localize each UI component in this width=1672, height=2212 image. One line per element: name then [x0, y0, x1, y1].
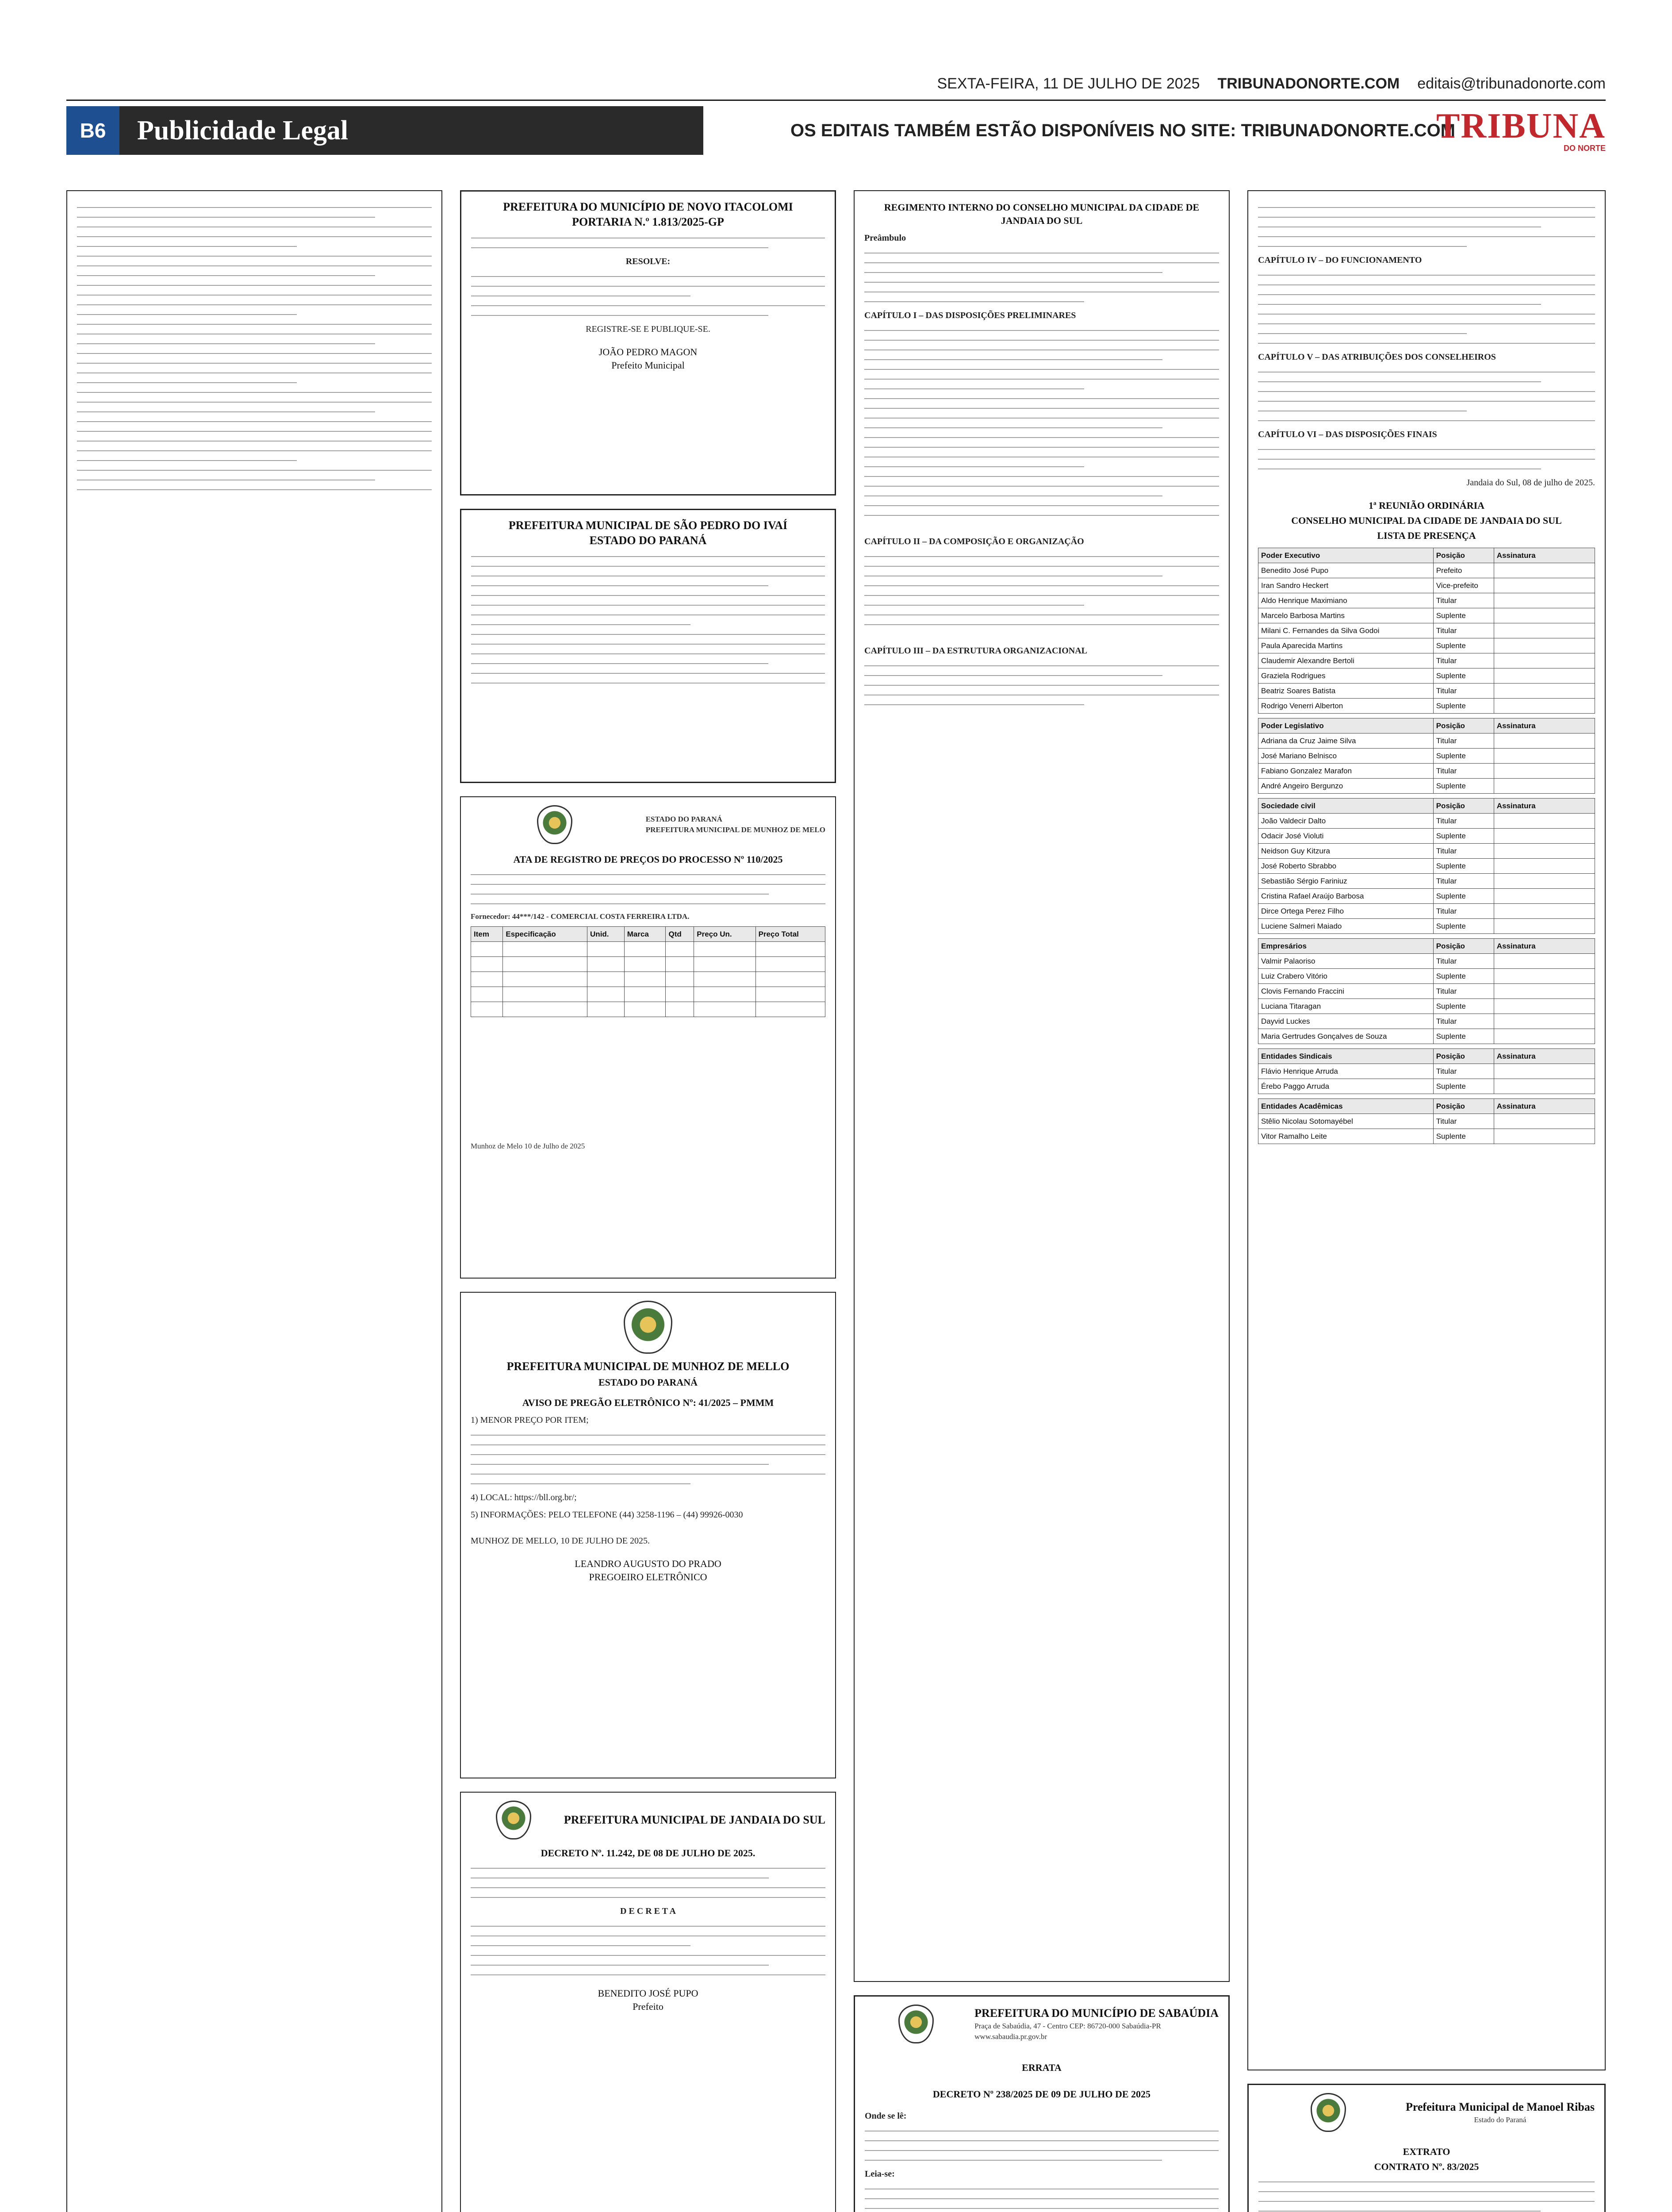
table-row — [471, 942, 825, 957]
munhoz-ata-supplier: Fornecedor: 44***/142 - COMERCIAL COSTA FERREIRA LTDA. — [471, 912, 690, 921]
member-signature — [1494, 593, 1595, 608]
member-name: Cristina Rafael Araújo Barbosa — [1258, 889, 1434, 904]
member-signature — [1494, 733, 1595, 749]
presence-group-name: Empresários — [1258, 939, 1434, 954]
member-position: Titular — [1433, 593, 1494, 608]
table-row — [1258, 764, 1595, 779]
member-position: Titular — [1433, 1014, 1494, 1029]
member-signature — [1494, 1014, 1595, 1029]
sao-pedro-state: ESTADO DO PARANÁ — [589, 534, 707, 547]
munhoz-ata-title: PREFEITURA MUNICIPAL DE MUNHOZ DE MELO — [645, 826, 825, 834]
table-row — [1258, 733, 1595, 749]
table-row — [1258, 814, 1595, 829]
member-name: Paula Aparecida Martins — [1258, 638, 1434, 653]
regimento-cap5: CAPÍTULO V – DAS ATRIBUIÇÕES DOS CONSELHEIROS — [1258, 352, 1496, 362]
member-name: Érebo Paggo Arruda — [1258, 1079, 1434, 1094]
member-position: Suplente — [1433, 829, 1494, 844]
table-row — [1258, 608, 1595, 623]
member-signature — [1494, 904, 1595, 919]
errata-site: www.sabaudia.pr.gov.br — [974, 2032, 1047, 2041]
member-name: Graziela Rodrigues — [1258, 668, 1434, 684]
table-row — [1258, 668, 1595, 684]
munhoz-aviso-date: MUNHOZ DE MELLO, 10 DE JULHO DE 2025. — [471, 1536, 650, 1546]
logo-tagline: DO NORTE — [1563, 143, 1606, 153]
table-row — [1258, 889, 1595, 904]
col-qty: Qtd — [666, 927, 694, 942]
table-row — [471, 957, 825, 972]
member-name: José Roberto Sbrabbo — [1258, 859, 1434, 874]
presence-col-sign: Assinatura — [1494, 1099, 1595, 1114]
member-signature — [1494, 859, 1595, 874]
jandaia-decreta: D E C R E T A — [620, 1906, 676, 1916]
col-unit-price: Preço Un. — [694, 927, 755, 942]
presence-table — [1258, 1048, 1595, 1094]
member-name: Clovis Fernando Fraccini — [1258, 984, 1434, 999]
site-link[interactable]: TRIBUNADONORTE.COM — [1217, 75, 1400, 92]
jandaia-decree-number: DECRETO Nº. 11.242, DE 08 DE JULHO DE 2025. — [541, 1847, 755, 1859]
member-position: Titular — [1433, 874, 1494, 889]
member-position: Titular — [1433, 954, 1494, 969]
col-spec: Especificação — [503, 927, 587, 942]
presence-group-name: Poder Executivo — [1258, 548, 1434, 563]
member-signature — [1494, 668, 1595, 684]
munhoz-aviso-heading: AVISO DE PREGÃO ELETRÔNICO Nº: 41/2025 – PMMM — [522, 1397, 774, 1408]
member-signature — [1494, 954, 1595, 969]
member-signature — [1494, 653, 1595, 668]
table-row — [471, 972, 825, 987]
member-position: Prefeito — [1433, 563, 1494, 578]
presence-group-name: Poder Legislativo — [1258, 718, 1434, 733]
regimento-date: Jandaia do Sul, 08 de julho de 2025. — [1466, 478, 1595, 488]
member-name: Luciana Titaragan — [1258, 999, 1434, 1014]
presence-col-position: Posição — [1433, 1049, 1494, 1064]
top-rule — [66, 100, 1606, 101]
presence-table — [1258, 798, 1595, 934]
member-signature — [1494, 814, 1595, 829]
presence-col-sign: Assinatura — [1494, 718, 1595, 733]
member-name: José Mariano Belnisco — [1258, 749, 1434, 764]
munhoz-aviso — [460, 1292, 836, 1778]
member-position: Titular — [1433, 904, 1494, 919]
member-position: Suplente — [1433, 779, 1494, 794]
munhoz-aviso-crest-icon — [624, 1301, 672, 1354]
member-signature — [1494, 1114, 1595, 1129]
sao-pedro-aditivo — [460, 509, 836, 783]
logo-wordmark: TRIBUNA — [1436, 106, 1606, 146]
member-name: Flávio Henrique Arruda — [1258, 1064, 1434, 1079]
column-1-legal-text — [66, 190, 442, 2212]
member-signature — [1494, 874, 1595, 889]
munhoz-aviso-title: PREFEITURA MUNICIPAL DE MUNHOZ DE MELLO — [506, 1360, 790, 1373]
itacolomi-role: Prefeito Municipal — [611, 360, 685, 371]
presence-table — [1258, 718, 1595, 794]
manoel-extrato-heading: EXTRATO — [1403, 2146, 1450, 2157]
munhoz-ata-state: ESTADO DO PARANÁ — [645, 815, 722, 823]
col-total: Preço Total — [755, 927, 825, 942]
presence-list — [1258, 548, 1595, 1144]
regimento-interno — [854, 190, 1230, 1982]
page-header-bar — [66, 106, 1606, 155]
presence-table — [1258, 938, 1595, 1044]
section-title: Publicidade Legal — [119, 106, 703, 155]
member-name: Fabiano Gonzalez Marafon — [1258, 764, 1434, 779]
member-name: Dayvid Luckes — [1258, 1014, 1434, 1029]
presence-col-position: Posição — [1433, 939, 1494, 954]
table-row — [1258, 563, 1595, 578]
itacolomi-resolve: RESOLVE: — [625, 257, 671, 266]
member-signature — [1494, 969, 1595, 984]
member-signature — [1494, 999, 1595, 1014]
member-position: Suplente — [1433, 889, 1494, 904]
table-row — [1258, 578, 1595, 593]
itacolomi-portaria-number: PORTARIA N.º 1.813/2025-GP — [572, 215, 724, 228]
table-row — [1258, 984, 1595, 999]
member-signature — [1494, 1029, 1595, 1044]
member-name: Neidson Guy Kitzura — [1258, 844, 1434, 859]
member-position: Vice-prefeito — [1433, 578, 1494, 593]
table-row — [1258, 749, 1595, 764]
member-name: Aldo Henrique Maximiano — [1258, 593, 1434, 608]
presence-col-position: Posição — [1433, 718, 1494, 733]
jandaia-title: PREFEITURA MUNICIPAL DE JANDAIA DO SUL — [564, 1813, 825, 1826]
member-signature — [1494, 563, 1595, 578]
table-row — [1258, 623, 1595, 638]
presence-col-sign: Assinatura — [1494, 939, 1595, 954]
table-row — [1258, 1029, 1595, 1044]
table-row — [1258, 844, 1595, 859]
col-brand: Marca — [624, 927, 666, 942]
table-row — [1258, 874, 1595, 889]
member-signature — [1494, 779, 1595, 794]
table-row — [1258, 1079, 1595, 1094]
member-signature — [1494, 829, 1595, 844]
member-name: Iran Sandro Heckert — [1258, 578, 1434, 593]
member-signature — [1494, 749, 1595, 764]
col-unit: Unid. — [587, 927, 625, 942]
member-signature — [1494, 684, 1595, 699]
member-position: Titular — [1433, 653, 1494, 668]
member-position: Titular — [1433, 684, 1494, 699]
errata-decree: DECRETO Nº 238/2025 DE 09 DE JULHO DE 2025 — [932, 2089, 1151, 2100]
table-row — [1258, 919, 1595, 934]
page-number: B6 — [66, 106, 119, 155]
munhoz-aviso-signer: LEANDRO AUGUSTO DO PRADO — [575, 1558, 721, 1569]
errata-title: PREFEITURA DO MUNICÍPIO DE SABAÚDIA — [974, 2007, 1219, 2020]
presence-col-sign: Assinatura — [1494, 1049, 1595, 1064]
member-name: Adriana da Cruz Jaime Silva — [1258, 733, 1434, 749]
presence-col-sign: Assinatura — [1494, 799, 1595, 814]
member-name: Vitor Ramalho Leite — [1258, 1129, 1434, 1144]
member-position: Suplente — [1433, 999, 1494, 1014]
table-row — [1258, 829, 1595, 844]
munhoz-aviso-item-4: 4) LOCAL: https://bll.org.br/; — [471, 1493, 577, 1502]
table-row — [1258, 969, 1595, 984]
presence-table — [1258, 1098, 1595, 1144]
member-name: Maria Gertrudes Gonçalves de Souza — [1258, 1029, 1434, 1044]
table-row — [1258, 638, 1595, 653]
member-position: Titular — [1433, 1064, 1494, 1079]
jandaia-role: Prefeito — [633, 2001, 663, 2012]
table-row — [1258, 904, 1595, 919]
member-position: Suplente — [1433, 1129, 1494, 1144]
email-link[interactable]: editais@tribunadonorte.com — [1417, 75, 1606, 92]
member-position: Titular — [1433, 984, 1494, 999]
manoel-contrato-number: CONTRATO Nº. 83/2025 — [1374, 2161, 1479, 2172]
manoel-title: Prefeitura Municipal de Manoel Ribas — [1405, 2101, 1595, 2113]
member-name: Stêlio Nicolau Sotomayébel — [1258, 1114, 1434, 1129]
regimento-cap3: CAPÍTULO III – DA ESTRUTURA ORGANIZACIONAL — [864, 646, 1087, 656]
table-row — [471, 987, 825, 1002]
regimento-cap6: CAPÍTULO VI – DAS DISPOSIÇÕES FINAIS — [1258, 430, 1437, 439]
presence-col-position: Posição — [1433, 548, 1494, 563]
member-signature — [1494, 608, 1595, 623]
table-row — [1258, 779, 1595, 794]
presence-group-name: Sociedade civil — [1258, 799, 1434, 814]
member-signature — [1494, 1129, 1595, 1144]
issue-date: SEXTA-FEIRA, 11 DE JULHO DE 2025 — [937, 75, 1200, 92]
presence-group-name: Entidades Acadêmicas — [1258, 1099, 1434, 1114]
masthead-topline — [66, 73, 1606, 94]
member-signature — [1494, 699, 1595, 714]
member-signature — [1494, 764, 1595, 779]
member-position: Suplente — [1433, 749, 1494, 764]
regimento-cap1: CAPÍTULO I – DAS DISPOSIÇÕES PRELIMINARES — [864, 311, 1076, 320]
member-position: Suplente — [1433, 969, 1494, 984]
itacolomi-signer: JOÃO PEDRO MAGON — [598, 346, 698, 357]
manoel-state: Estado do Paraná — [1474, 2116, 1526, 2124]
munhoz-crest-icon — [537, 805, 572, 844]
member-name: Sebastião Sérgio Fariniuz — [1258, 874, 1434, 889]
munhoz-ata — [460, 796, 836, 1279]
member-name: Claudemir Alexandre Bertoli — [1258, 653, 1434, 668]
member-name: Rodrigo Venerri Alberton — [1258, 699, 1434, 714]
munhoz-aviso-item-1: 1) MENOR PREÇO POR ITEM; — [471, 1415, 589, 1425]
col-item: Item — [471, 927, 503, 942]
jandaia-decreto — [460, 1792, 836, 2212]
member-position: Titular — [1433, 623, 1494, 638]
errata-crest-icon — [898, 2005, 934, 2043]
member-name: Valmir Palaoriso — [1258, 954, 1434, 969]
newspaper-logo — [1436, 106, 1606, 155]
jandaia-signer: BENEDITO JOSÉ PUPO — [598, 1988, 698, 1999]
member-position: Suplente — [1433, 638, 1494, 653]
member-position: Suplente — [1433, 668, 1494, 684]
sabaudia-errata — [854, 1995, 1230, 2212]
table-row — [1258, 653, 1595, 668]
reuniao-title: 1ª REUNIÃO ORDINÁRIA — [1368, 500, 1485, 511]
munhoz-ata-table — [471, 926, 825, 1017]
itacolomi-close: REGISTRE-SE E PUBLIQUE-SE. — [586, 324, 710, 334]
errata-address: Praça de Sabaúdia, 47 - Centro CEP: 86720-000 Sabaúdia-PR — [974, 2022, 1161, 2030]
member-position: Titular — [1433, 764, 1494, 779]
presence-table — [1258, 548, 1595, 714]
member-name: Dirce Ortega Perez Filho — [1258, 904, 1434, 919]
member-signature — [1494, 1079, 1595, 1094]
table-row — [1258, 999, 1595, 1014]
member-position: Suplente — [1433, 699, 1494, 714]
regimento-cap2: CAPÍTULO II – DA COMPOSIÇÃO E ORGANIZAÇÃO — [864, 537, 1084, 546]
member-signature — [1494, 844, 1595, 859]
munhoz-aviso-item-5: 5) INFORMAÇÕES: PELO TELEFONE (44) 3258-1196 – (44) 99926-0030 — [471, 1510, 743, 1520]
table-row — [1258, 1114, 1595, 1129]
presence-col-position: Posição — [1433, 799, 1494, 814]
itacolomi-title: PREFEITURA DO MUNICÍPIO DE NOVO ITACOLOMI — [503, 200, 793, 213]
presence-col-sign: Assinatura — [1494, 548, 1595, 563]
member-position: Titular — [1433, 844, 1494, 859]
member-position: Suplente — [1433, 859, 1494, 874]
manoel-crest-icon — [1311, 2093, 1346, 2132]
table-row — [1258, 1129, 1595, 1144]
reuniao-subtitle: CONSELHO MUNICIPAL DA CIDADE DE JANDAIA DO SUL — [1291, 515, 1562, 526]
regimento-title: REGIMENTO INTERNO DO CONSELHO MUNICIPAL DA CIDADE DE JANDAIA DO SUL — [884, 202, 1200, 226]
sao-pedro-title: PREFEITURA MUNICIPAL DE SÃO PEDRO DO IVAÍ — [508, 519, 788, 532]
member-name: Milani C. Fernandes da Silva Godoi — [1258, 623, 1434, 638]
munhoz-aviso-state: ESTADO DO PARANÁ — [598, 1377, 698, 1388]
regimento-preambulo: Preâmbulo — [864, 233, 906, 243]
errata-heading: ERRATA — [1022, 2062, 1062, 2073]
itacolomi-portaria — [460, 190, 836, 495]
member-position: Suplente — [1433, 919, 1494, 934]
errata-onde: Onde se lê: — [865, 2111, 907, 2121]
member-name: Luiz Crabero Vitório — [1258, 969, 1434, 984]
dense-text-placeholder — [77, 205, 432, 492]
member-signature — [1494, 623, 1595, 638]
table-row — [471, 1002, 825, 1017]
member-name: Beatriz Soares Batista — [1258, 684, 1434, 699]
reuniao-lista: LISTA DE PRESENÇA — [1377, 530, 1476, 541]
member-name: André Angeiro Bergunzo — [1258, 779, 1434, 794]
member-signature — [1494, 578, 1595, 593]
member-name: Marcelo Barbosa Martins — [1258, 608, 1434, 623]
member-name: Benedito José Pupo — [1258, 563, 1434, 578]
site-notice: OS EDITAIS TAMBÉM ESTÃO DISPONÍVEIS NO SITE: TRIBUNADONORTE.COM — [790, 120, 1455, 140]
member-signature — [1494, 889, 1595, 904]
presence-col-position: Posição — [1433, 1099, 1494, 1114]
table-row — [1258, 859, 1595, 874]
member-name: João Valdecir Dalto — [1258, 814, 1434, 829]
presence-group-name: Entidades Sindicais — [1258, 1049, 1434, 1064]
manoel-extrato-83 — [1247, 2084, 1606, 2212]
member-position: Titular — [1433, 1114, 1494, 1129]
regimento-cap4: CAPÍTULO IV – DO FUNCIONAMENTO — [1258, 255, 1422, 265]
table-row — [1258, 699, 1595, 714]
member-position: Titular — [1433, 733, 1494, 749]
table-row — [1258, 593, 1595, 608]
member-position: Titular — [1433, 814, 1494, 829]
member-name: Odacir José Violuti — [1258, 829, 1434, 844]
errata-leia: Leia-se: — [865, 2169, 895, 2179]
member-name: Luciene Salmeri Maiado — [1258, 919, 1434, 934]
munhoz-ata-footer: Munhoz de Melo 10 de Julho de 2025 — [471, 1142, 585, 1150]
member-signature — [1494, 638, 1595, 653]
member-signature — [1494, 919, 1595, 934]
table-row — [1258, 954, 1595, 969]
jandaia-crest-icon — [496, 1801, 531, 1839]
member-signature — [1494, 984, 1595, 999]
member-position: Suplente — [1433, 1079, 1494, 1094]
munhoz-ata-heading: ATA DE REGISTRO DE PREÇOS DO PROCESSO Nº 110/2025 — [513, 854, 783, 865]
member-position: Suplente — [1433, 608, 1494, 623]
member-position: Suplente — [1433, 1029, 1494, 1044]
munhoz-aviso-role: PREGOEIRO ELETRÔNICO — [589, 1571, 707, 1582]
table-row — [1258, 684, 1595, 699]
regimento-continuation — [1247, 190, 1606, 2070]
table-row — [1258, 1064, 1595, 1079]
member-signature — [1494, 1064, 1595, 1079]
table-row — [1258, 1014, 1595, 1029]
